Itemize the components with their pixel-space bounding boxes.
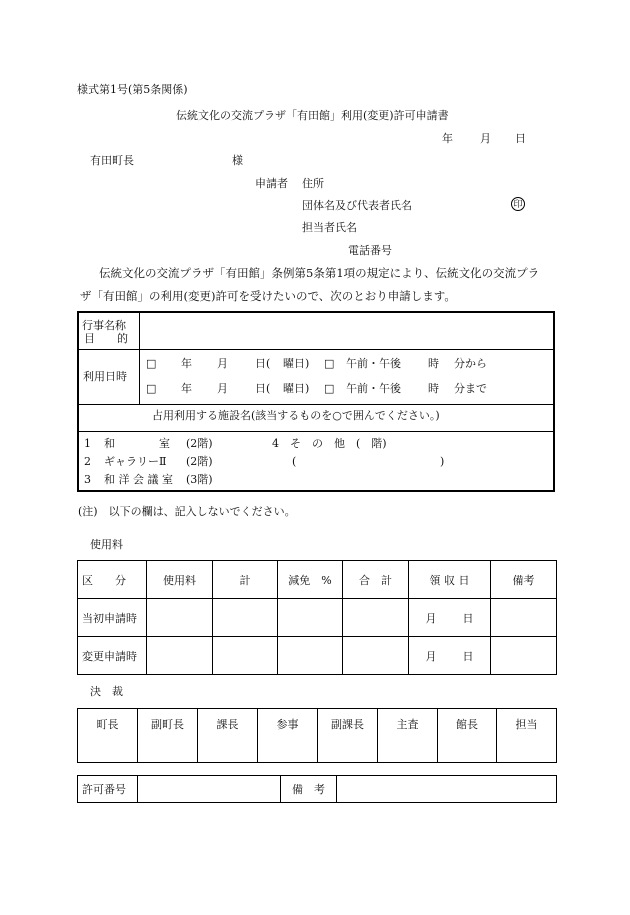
org-rep-label: 団体名及び代表者氏名 (302, 199, 412, 212)
note-text: (注) 以下の欄は、記入しないでください。 (78, 505, 296, 518)
from-year-label: 年 (181, 357, 192, 370)
approval-label: 館長 (456, 718, 478, 731)
permit-number-field[interactable] (138, 776, 281, 803)
to-year-label: 年 (181, 382, 192, 395)
date-day-label: 日 (515, 132, 526, 145)
dates-label: 利用日時 (83, 370, 127, 383)
purpose-label: 目 的 (84, 332, 128, 345)
fee-usage-cell[interactable] (147, 637, 213, 675)
permit-row (78, 776, 557, 803)
fee-total-cell[interactable] (213, 599, 278, 637)
body-text-line1: 伝統文化の交流プラザ「有田館」条例第5条第1項の規定により、伝統文化の交流プラ (99, 266, 540, 280)
body-text-line2: ザ「有田館」の利用(変更)許可を受けたいので、次のとおり申請します。 (80, 289, 456, 303)
approval-table (77, 708, 557, 763)
facility-4-num: 4 (272, 437, 279, 450)
facility-3-floor: (3階) (186, 473, 213, 486)
fee-header-discount: 減免 % (278, 561, 343, 599)
approval-cell-deputy-chief[interactable] (318, 709, 378, 763)
approval-row (78, 709, 557, 763)
form-title: 伝統文化の交流プラザ「有田館」利用(変更)許可申請書 (176, 109, 449, 122)
facility-2-num: 2 (84, 455, 91, 468)
contact-name-label: 担当者氏名 (302, 221, 357, 234)
fee-receipt-date-cell[interactable] (409, 637, 491, 675)
fee-header-usage: 使用料 (147, 561, 213, 599)
fee-usage-cell[interactable] (147, 599, 213, 637)
approval-cell-staff[interactable] (497, 709, 557, 763)
approval-cell-director[interactable] (438, 709, 497, 763)
receipt-month-label: 月 (425, 611, 437, 625)
fee-header-row (78, 561, 557, 599)
form-number: 様式第1号(第5条関係) (77, 83, 188, 96)
permit-remarks-field[interactable] (337, 776, 557, 803)
fee-discount-cell[interactable] (278, 637, 343, 675)
date-from-checkbox[interactable]: □ (146, 357, 157, 370)
from-month-label: 月 (217, 357, 228, 370)
addressee-name: 有田町長 (90, 154, 134, 167)
to-ampm-label: 午前・午後 (346, 382, 401, 395)
receipt-day-label: 日 (462, 649, 474, 663)
fee-header-category: 区 分 (78, 561, 147, 599)
approval-label: 副町長 (151, 718, 184, 731)
table-row (78, 637, 557, 675)
applicant-label: 申請者 (255, 177, 288, 190)
event-name-label: 行事名称 (82, 319, 126, 332)
fee-row-label: 変更申請時 (78, 637, 147, 675)
from-weekday-label: 曜日) (283, 357, 310, 370)
other-paren-open: ( (292, 455, 297, 468)
approval-label: 担当 (515, 718, 538, 731)
to-hour-label: 時 (428, 382, 439, 395)
date-to-checkbox[interactable]: □ (146, 382, 157, 395)
event-name-field[interactable] (142, 315, 550, 343)
facility-1-num: 1 (84, 437, 91, 450)
to-month-label: 月 (217, 382, 228, 395)
receipt-month-label: 月 (425, 649, 437, 663)
fee-header-sum: 合 計 (343, 561, 409, 599)
to-weekday-label: 曜日) (283, 382, 310, 395)
facility-header: 占用利用する施設名(該当するものを○で囲んでください。) (152, 409, 440, 422)
date-year-label: 年 (442, 132, 453, 145)
phone-label: 電話番号 (348, 244, 392, 257)
to-ampm-checkbox[interactable]: □ (324, 382, 335, 395)
permit-number-label: 許可番号 (78, 776, 138, 803)
approval-label: 課長 (216, 718, 239, 731)
addressee-honorific: 様 (232, 154, 243, 167)
facility-3-name[interactable]: 和 洋 会 議 室 (104, 473, 173, 486)
approval-cell-mayor[interactable] (78, 709, 138, 763)
fee-total-cell[interactable] (213, 637, 278, 675)
approval-cell-deputy-mayor[interactable] (138, 709, 198, 763)
from-hour-label: 時 (428, 357, 439, 370)
approval-label: 町長 (96, 718, 119, 731)
to-minute-label: 分まで (454, 382, 487, 395)
facility-4-name[interactable]: そ の 他 ( 階) (290, 437, 387, 450)
address-label: 住所 (302, 177, 324, 190)
from-day-label: 日( (255, 357, 271, 370)
fee-remarks-cell[interactable] (491, 599, 557, 637)
fee-row-label: 当初申請時 (78, 599, 147, 637)
approval-section-label: 決 裁 (90, 685, 123, 698)
approval-label: 参事 (276, 718, 299, 731)
from-ampm-label: 午前・午後 (346, 357, 401, 370)
approval-cell-supervisor[interactable] (378, 709, 438, 763)
receipt-day-label: 日 (462, 611, 474, 625)
fee-sum-cell[interactable] (343, 599, 409, 637)
table-row (78, 599, 557, 637)
fee-sum-cell[interactable] (343, 637, 409, 675)
fee-discount-cell[interactable] (278, 599, 343, 637)
approval-cell-section-chief[interactable] (198, 709, 258, 763)
fee-remarks-cell[interactable] (491, 637, 557, 675)
facility-1-name[interactable]: 和 室 (104, 437, 170, 450)
permit-table (77, 775, 557, 803)
fee-table (77, 560, 557, 675)
other-paren-close: ) (440, 455, 445, 468)
fee-header-receipt-date: 領 収 日 (409, 561, 491, 599)
facility-3-num: 3 (84, 473, 91, 486)
from-minute-label: 分から (454, 357, 487, 370)
from-ampm-checkbox[interactable]: □ (324, 357, 335, 370)
facility-1-floor: (2階) (186, 437, 213, 450)
fee-header-remarks: 備考 (491, 561, 557, 599)
fee-header-total: 計 (213, 561, 278, 599)
fee-receipt-date-cell[interactable] (409, 599, 491, 637)
permit-remarks-label: 備 考 (281, 776, 337, 803)
seal-mark: 印 (511, 197, 525, 211)
date-month-label: 月 (480, 132, 491, 145)
approval-label: 主査 (396, 718, 419, 731)
fee-section-label: 使用料 (90, 538, 123, 551)
approval-cell-councilor[interactable] (258, 709, 318, 763)
facility-2-name[interactable]: ギャラリーⅡ (104, 455, 167, 468)
facility-2-floor: (2階) (186, 455, 213, 468)
to-day-label: 日( (255, 382, 271, 395)
approval-label: 副課長 (331, 718, 364, 731)
